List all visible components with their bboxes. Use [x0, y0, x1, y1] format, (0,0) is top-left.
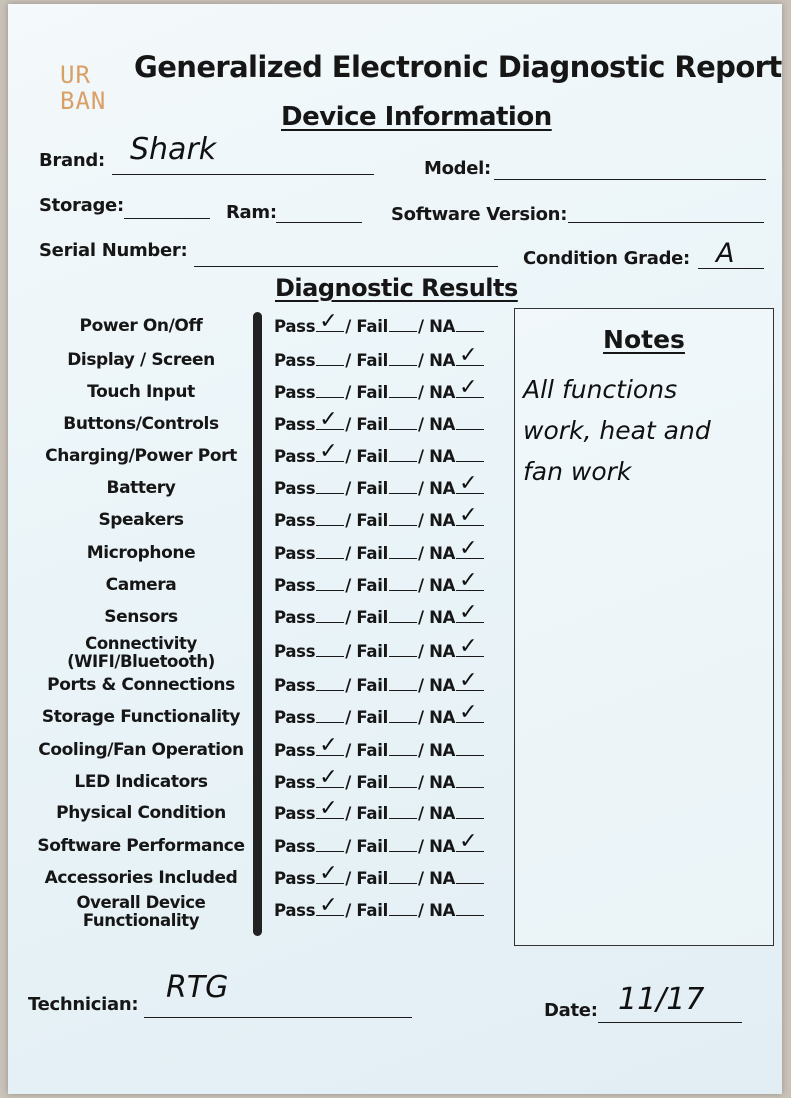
pass-answer-blank: [316, 351, 344, 366]
na-answer-blank: [456, 668, 484, 693]
pass-option-label: Pass: [274, 511, 316, 530]
pass-option-label: Pass: [274, 317, 316, 336]
check-mark-icon: ✓: [319, 893, 338, 918]
pass-answer-blank: [316, 576, 344, 591]
diagnostic-item-options: [274, 568, 485, 595]
diagnostic-item-label: [36, 317, 246, 335]
notes-box: [514, 308, 774, 946]
fail-option-label: / Fail: [345, 544, 388, 563]
check-mark-icon: ✓: [319, 439, 338, 464]
diagnostic-item-label-line-1: Cooling/Fan Operation: [38, 740, 244, 760]
pass-answer-blank: [316, 511, 344, 526]
check-mark-icon: ✓: [459, 568, 478, 593]
check-mark-icon: ✓: [319, 309, 338, 334]
diagnostic-item-label: [36, 479, 246, 497]
diagnostic-item-options: [274, 471, 485, 498]
pass-option-label: Pass: [274, 415, 316, 434]
pass-option-label: Pass: [274, 608, 316, 627]
diagnostic-item-options: [274, 765, 485, 792]
condition-grade-value: A: [716, 238, 735, 269]
pass-answer-blank: [316, 733, 344, 758]
na-answer-blank: [456, 343, 484, 368]
diagnostic-item-label-line-1: Buttons/Controls: [63, 414, 219, 434]
pass-option-label: Pass: [274, 708, 316, 727]
fail-option-label: / Fail: [345, 608, 388, 627]
fail-answer-blank: [389, 741, 417, 756]
fail-answer-blank: [389, 773, 417, 788]
pass-answer-blank: [316, 544, 344, 559]
fail-option-label: / Fail: [345, 511, 388, 530]
diagnostic-item-options: [274, 309, 485, 336]
na-option-label: / NA: [417, 837, 456, 856]
pass-answer-blank: [316, 861, 344, 886]
date-label: Date:: [544, 1000, 598, 1021]
fail-option-label: / Fail: [345, 869, 388, 888]
pass-answer-blank: [316, 407, 344, 432]
pass-answer-blank: [316, 796, 344, 821]
na-answer-blank: [456, 869, 484, 884]
na-option-label: / NA: [417, 741, 456, 760]
pass-answer-blank: [316, 708, 344, 723]
check-mark-icon: ✓: [459, 668, 478, 693]
fail-option-label: / Fail: [345, 447, 388, 466]
na-answer-blank: [456, 773, 484, 788]
fail-option-label: / Fail: [345, 901, 388, 920]
diagnostic-item-label-line-1: Sensors: [104, 607, 178, 627]
na-answer-blank: [456, 503, 484, 528]
check-mark-icon: ✓: [319, 733, 338, 758]
fail-option-label: / Fail: [345, 741, 388, 760]
logo-line-1: UR: [60, 61, 91, 89]
na-answer-blank: [456, 447, 484, 462]
pass-option-label: Pass: [274, 447, 316, 466]
pass-option-label: Pass: [274, 837, 316, 856]
fail-option-label: / Fail: [345, 479, 388, 498]
diagnostic-item-label: [36, 576, 246, 594]
diagnostic-item-label-line-1: Battery: [106, 478, 176, 498]
pass-answer-blank: [316, 676, 344, 691]
pass-answer-blank: [316, 439, 344, 464]
pass-option-label: Pass: [274, 351, 316, 370]
pass-answer-blank: [316, 765, 344, 790]
na-answer-blank: [456, 600, 484, 625]
na-option-label: / NA: [417, 804, 456, 823]
fail-answer-blank: [389, 383, 417, 398]
diagnostic-item-options: [274, 375, 485, 402]
fail-answer-blank: [389, 544, 417, 559]
check-mark-icon: ✓: [459, 634, 478, 659]
serial-number-field-line: [194, 266, 498, 267]
pass-option-label: Pass: [274, 544, 316, 563]
logo-line-2: BAN: [60, 87, 107, 115]
diagnostic-item-options: [274, 700, 485, 727]
diagnostic-item-label: [36, 351, 246, 369]
diagnostic-item-label: [36, 894, 246, 930]
device-information-heading: Device Information: [281, 102, 552, 132]
diagnostic-item-label-line-1: Display / Screen: [67, 350, 215, 370]
report-title: Generalized Electronic Diagnostic Report: [134, 50, 782, 84]
diagnostic-item-label: [36, 635, 246, 671]
na-option-label: / NA: [417, 544, 456, 563]
pass-option-label: Pass: [274, 901, 316, 920]
fail-answer-blank: [389, 608, 417, 623]
results-divider: [253, 312, 262, 936]
check-mark-icon: ✓: [459, 375, 478, 400]
diagnostic-item-options: [274, 503, 485, 530]
fail-option-label: / Fail: [345, 576, 388, 595]
diagnostic-item-options: [274, 733, 485, 760]
na-answer-blank: [456, 317, 484, 332]
na-option-label: / NA: [417, 511, 456, 530]
diagnostic-item-options: [274, 536, 485, 563]
na-option-label: / NA: [417, 447, 456, 466]
check-mark-icon: ✓: [459, 536, 478, 561]
notes-heading: Notes: [603, 325, 685, 354]
date-field-line: [598, 1022, 742, 1023]
na-option-label: / NA: [417, 676, 456, 695]
diagnostic-item-label: [36, 741, 246, 759]
fail-answer-blank: [389, 351, 417, 366]
diagnostic-item-label-line-1: Microphone: [86, 543, 196, 563]
date-value: 11/17: [618, 982, 705, 1017]
diagnostic-item-options: [274, 439, 485, 466]
na-option-label: / NA: [417, 608, 456, 627]
na-answer-blank: [456, 804, 484, 819]
diagnostic-item-label: [36, 773, 246, 791]
diagnostic-item-label: [36, 676, 246, 694]
na-answer-blank: [456, 741, 484, 756]
diagnostic-results-heading: Diagnostic Results: [275, 274, 518, 302]
diagnostic-item-label: [36, 804, 246, 822]
diagnostic-item-label-line-2: Functionality: [82, 911, 200, 930]
fail-answer-blank: [389, 447, 417, 462]
diagnostic-item-label-line-1: Connectivity: [85, 634, 197, 653]
diagnostic-item-options: [274, 634, 485, 661]
notes-line-3: fan work: [523, 457, 632, 486]
fail-answer-blank: [389, 576, 417, 591]
fail-answer-blank: [389, 317, 417, 332]
pass-option-label: Pass: [274, 676, 316, 695]
diagnostic-item-label-line-1: LED Indicators: [74, 772, 208, 792]
na-answer-blank: [456, 829, 484, 854]
check-mark-icon: ✓: [459, 471, 478, 496]
diagnostic-item-label: [36, 837, 246, 855]
diagnostic-item-label-line-1: Storage Functionality: [41, 707, 241, 727]
fail-answer-blank: [389, 642, 417, 657]
na-answer-blank: [456, 471, 484, 496]
diagnostic-item-label: [36, 544, 246, 562]
pass-option-label: Pass: [274, 479, 316, 498]
software-version-field-line: [568, 222, 764, 223]
check-mark-icon: ✓: [319, 407, 338, 432]
diagnostic-item-label-line-1: Ports & Connections: [47, 675, 235, 695]
diagnostic-item-label-line-1: Accessories Included: [44, 868, 238, 888]
fail-answer-blank: [389, 479, 417, 494]
diagnostic-item-options: [274, 343, 485, 370]
technician-value: RTG: [166, 970, 229, 1005]
diagnostic-item-options: [274, 829, 485, 856]
fail-option-label: / Fail: [345, 351, 388, 370]
fail-answer-blank: [389, 676, 417, 691]
pass-option-label: Pass: [274, 773, 316, 792]
diagnostic-item-label: [36, 869, 246, 887]
fail-option-label: / Fail: [345, 317, 388, 336]
diagnostic-item-label: [36, 608, 246, 626]
fail-answer-blank: [389, 708, 417, 723]
pass-answer-blank: [316, 837, 344, 852]
fail-answer-blank: [389, 415, 417, 430]
fail-option-label: / Fail: [345, 708, 388, 727]
notes-line-1: All functions: [523, 375, 678, 404]
ram-field-line: [276, 222, 362, 223]
diagnostic-item-options: [274, 600, 485, 627]
pass-option-label: Pass: [274, 642, 316, 661]
na-option-label: / NA: [417, 642, 456, 661]
na-option-label: / NA: [417, 351, 456, 370]
pass-option-label: Pass: [274, 869, 316, 888]
pass-option-label: Pass: [274, 741, 316, 760]
diagnostic-item-label: [36, 415, 246, 433]
pass-answer-blank: [316, 642, 344, 657]
na-option-label: / NA: [417, 869, 456, 888]
check-mark-icon: ✓: [319, 765, 338, 790]
pass-answer-blank: [316, 309, 344, 334]
diagnostic-item-options: [274, 861, 485, 888]
diagnostic-item-label: [36, 708, 246, 726]
fail-option-label: / Fail: [345, 383, 388, 402]
model-label: Model:: [424, 158, 491, 179]
storage-label: Storage:: [39, 195, 124, 216]
urban-logo: [60, 62, 110, 114]
pass-answer-blank: [316, 383, 344, 398]
fail-option-label: / Fail: [345, 642, 388, 661]
check-mark-icon: ✓: [459, 503, 478, 528]
check-mark-icon: ✓: [319, 796, 338, 821]
technician-field-line: [144, 1017, 412, 1018]
na-answer-blank: [456, 700, 484, 725]
diagnostic-item-options: [274, 893, 485, 920]
software-version-label: Software Version:: [391, 204, 568, 225]
diagnostic-item-label-line-1: Software Performance: [37, 836, 245, 856]
brand-label: Brand:: [39, 150, 105, 171]
storage-field-line: [124, 218, 210, 219]
na-option-label: / NA: [417, 773, 456, 792]
na-answer-blank: [456, 536, 484, 561]
diagnostic-item-label-line-1: Touch Input: [87, 382, 195, 402]
diagnostic-item-label-line-2: (WIFI/Bluetooth): [67, 652, 215, 671]
pass-answer-blank: [316, 608, 344, 623]
notes-line-2: work, heat and: [523, 416, 711, 445]
notes-text: [523, 369, 769, 492]
diagnostic-report-sheet: [8, 4, 782, 1094]
diagnostic-item-label-line-1: Charging/Power Port: [45, 446, 237, 466]
check-mark-icon: ✓: [459, 600, 478, 625]
brand-field-line: [112, 174, 374, 175]
fail-answer-blank: [389, 869, 417, 884]
diagnostic-item-options: [274, 668, 485, 695]
diagnostic-item-label: [36, 511, 246, 529]
diagnostic-item-label-line-1: Power On/Off: [79, 316, 203, 336]
na-option-label: / NA: [417, 383, 456, 402]
pass-option-label: Pass: [274, 576, 316, 595]
technician-label: Technician:: [28, 994, 139, 1015]
na-answer-blank: [456, 634, 484, 659]
na-answer-blank: [456, 375, 484, 400]
fail-answer-blank: [389, 511, 417, 526]
fail-option-label: / Fail: [345, 415, 388, 434]
fail-answer-blank: [389, 804, 417, 819]
fail-answer-blank: [389, 837, 417, 852]
na-option-label: / NA: [417, 576, 456, 595]
na-option-label: / NA: [417, 415, 456, 434]
pass-option-label: Pass: [274, 804, 316, 823]
na-answer-blank: [456, 568, 484, 593]
na-option-label: / NA: [417, 901, 456, 920]
fail-answer-blank: [389, 901, 417, 916]
pass-answer-blank: [316, 893, 344, 918]
diagnostic-item-label-line-1: Speakers: [98, 510, 184, 530]
check-mark-icon: ✓: [459, 343, 478, 368]
check-mark-icon: ✓: [319, 861, 338, 886]
diagnostic-item-label-line-1: Physical Condition: [56, 803, 226, 823]
diagnostic-item-options: [274, 407, 485, 434]
check-mark-icon: ✓: [459, 700, 478, 725]
condition-grade-label: Condition Grade:: [523, 248, 690, 269]
fail-option-label: / Fail: [345, 773, 388, 792]
na-option-label: / NA: [417, 708, 456, 727]
pass-option-label: Pass: [274, 383, 316, 402]
fail-option-label: / Fail: [345, 804, 388, 823]
na-answer-blank: [456, 901, 484, 916]
na-answer-blank: [456, 415, 484, 430]
diagnostic-item-label: [36, 383, 246, 401]
diagnostic-item-options: [274, 796, 485, 823]
na-option-label: / NA: [417, 317, 456, 336]
diagnostic-item-label-line-1: Camera: [105, 575, 177, 595]
diagnostic-item-label-line-1: Overall Device: [76, 893, 206, 912]
pass-answer-blank: [316, 479, 344, 494]
model-field-line: [494, 179, 766, 180]
fail-option-label: / Fail: [345, 837, 388, 856]
na-option-label: / NA: [417, 479, 456, 498]
brand-value: Shark: [130, 132, 217, 167]
fail-option-label: / Fail: [345, 676, 388, 695]
ram-label: Ram:: [226, 202, 277, 223]
check-mark-icon: ✓: [459, 829, 478, 854]
diagnostic-item-label: [36, 447, 246, 465]
serial-number-label: Serial Number:: [39, 240, 188, 261]
